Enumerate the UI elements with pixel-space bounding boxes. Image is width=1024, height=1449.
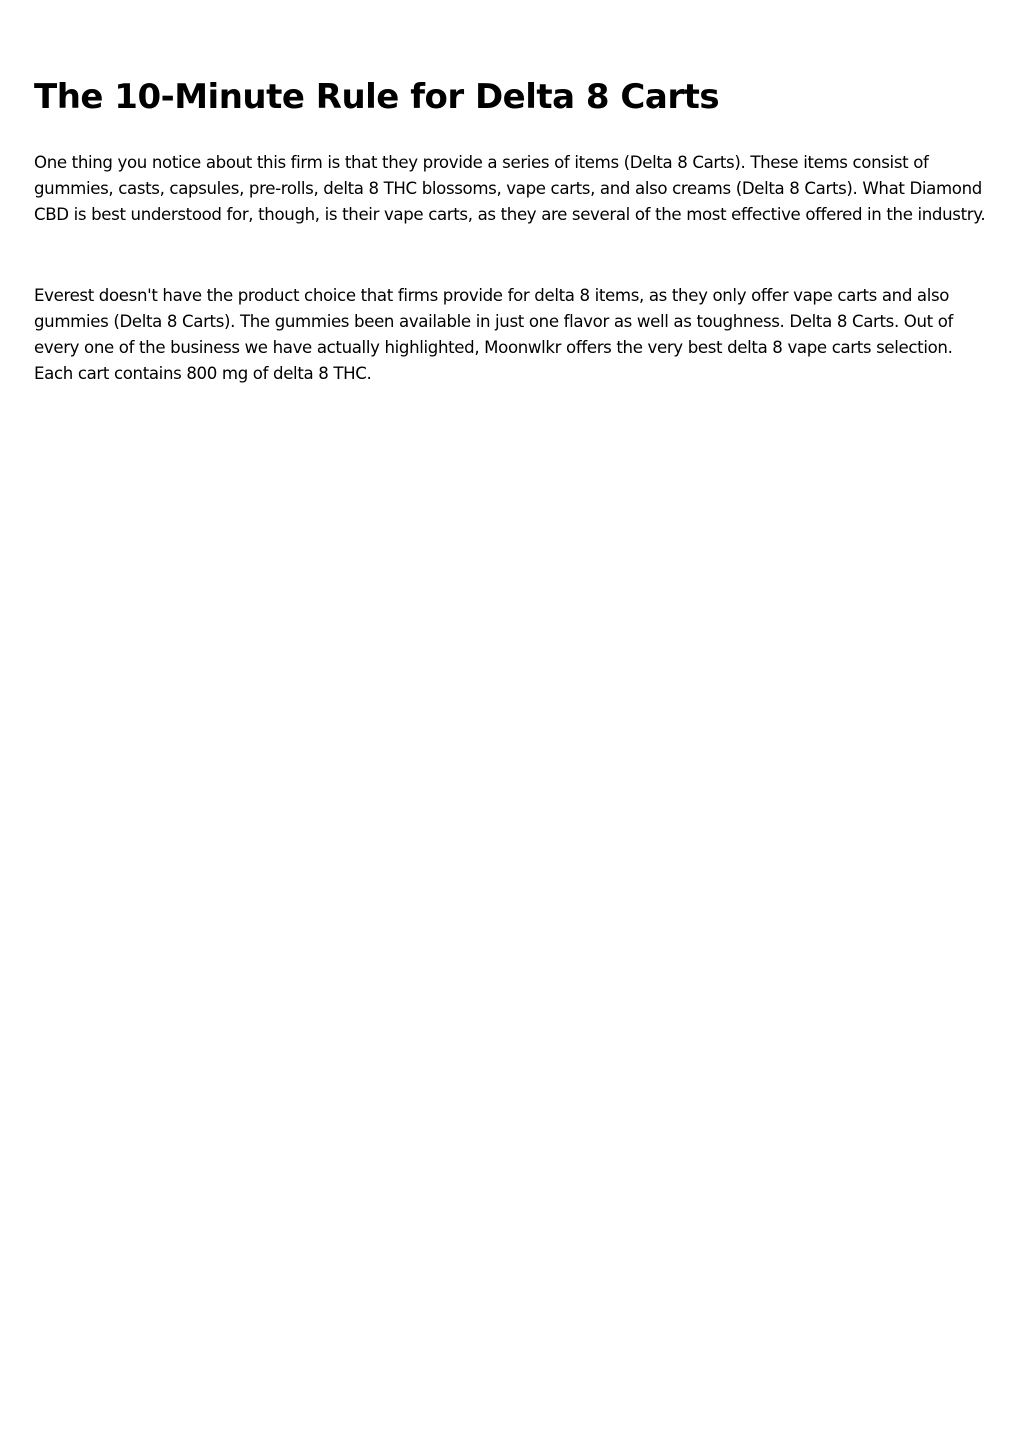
paragraph-2: Everest doesn't have the product choice that firms provide for delta 8 items, as they only offer vape carts and also gummies (Delta 8 Carts). The gummies been available in just one flavor as well as toughness. Delta 8 Carts. Out of every one of the business we have actually highlighted, Moonwlkr offers the very best delta 8 vape carts selection. Each cart contains 800 mg of delta 8 THC.: [34, 286, 954, 383]
page-title: The 10-Minute Rule for Delta 8 Carts: [34, 77, 720, 117]
paragraph-1: One thing you notice about this firm is that they provide a series of items (Delta 8 Carts). These items consist of gummies, casts, capsules, pre-rolls, delta 8 THC blossoms, vape carts, and also creams (Delta 8 Carts). What Diamond CBD is best understood for, though, is their vape carts, as they are several of the most effective offered in the industry.: [34, 153, 986, 224]
